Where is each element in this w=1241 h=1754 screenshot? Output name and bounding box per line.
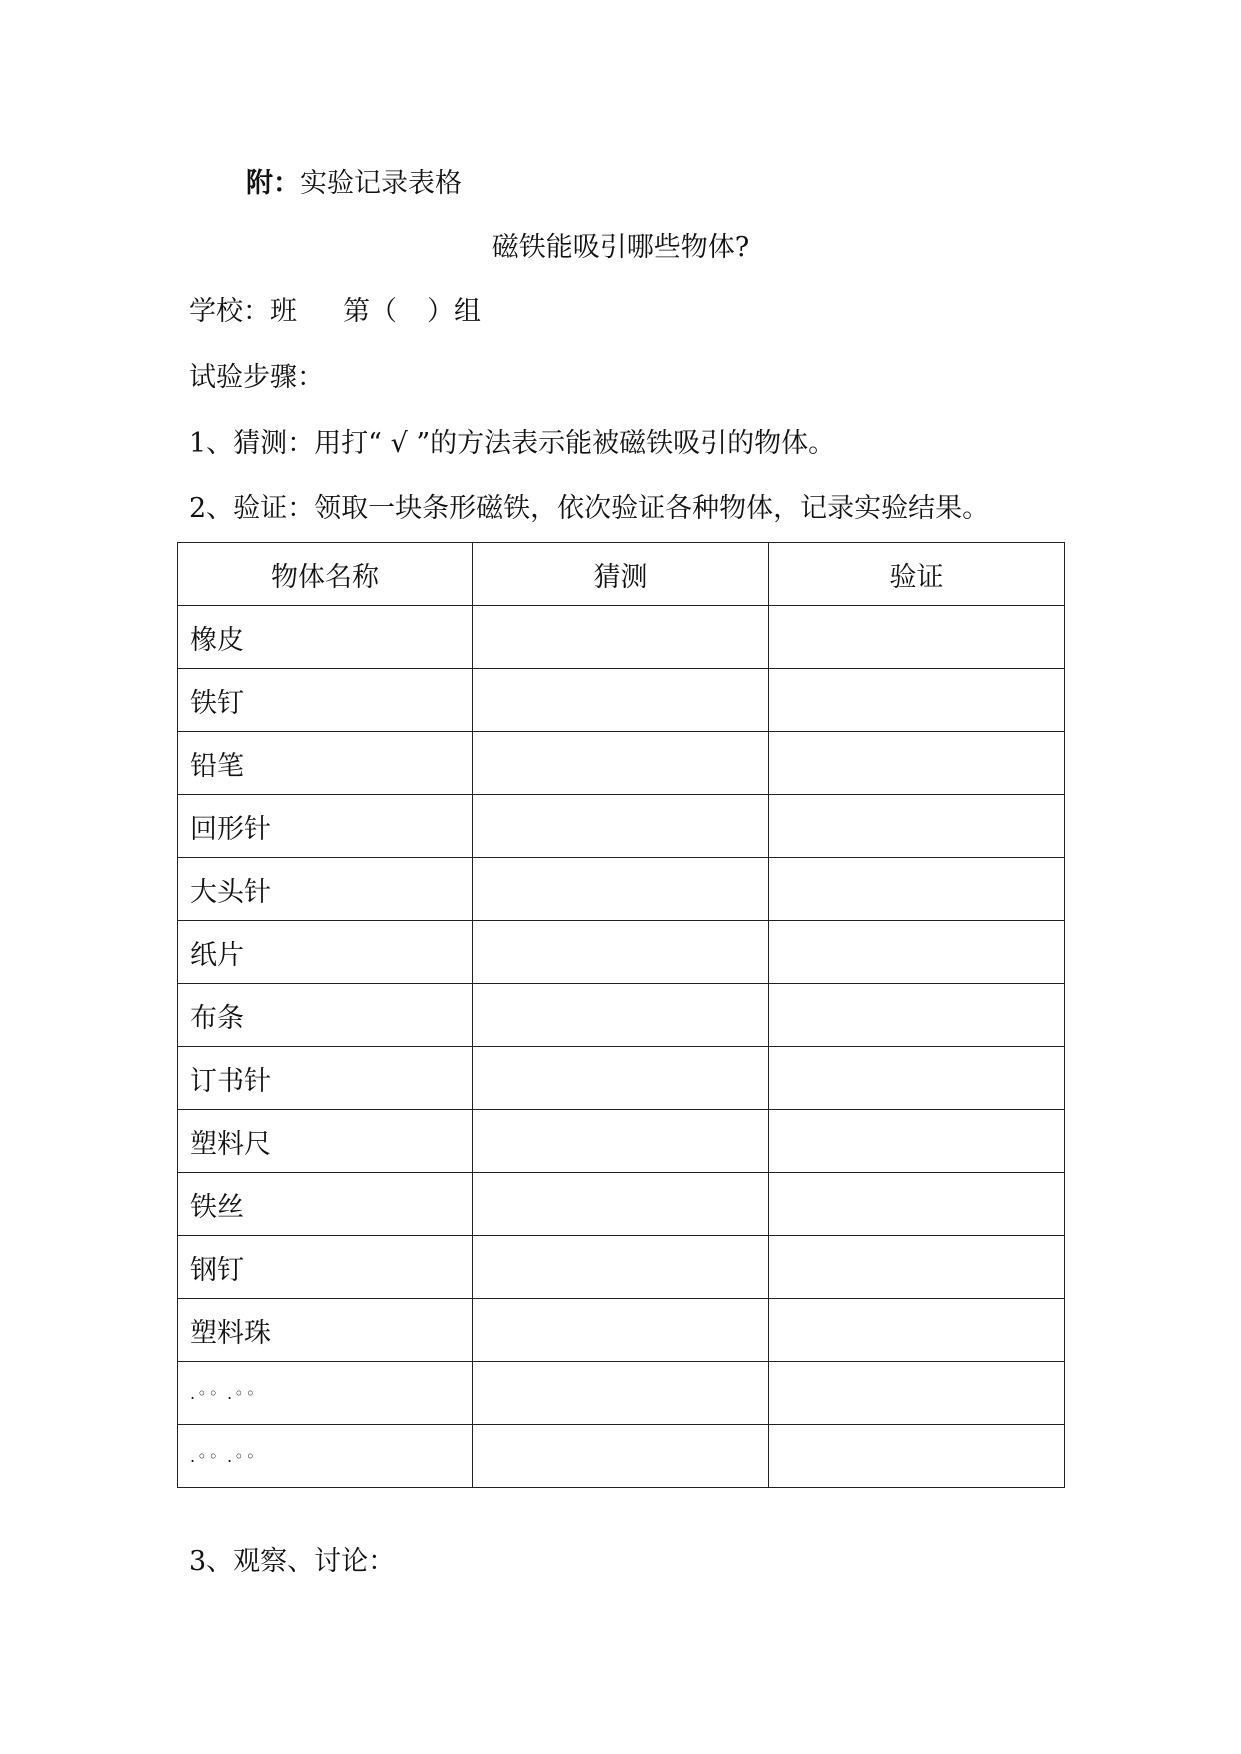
guess-cell[interactable]: [473, 732, 769, 795]
object-name-cell: 橡皮: [178, 606, 473, 669]
step-3: 3、观察、讨论：: [189, 1546, 396, 1577]
object-name-cell: 钢钉: [178, 1236, 473, 1299]
table-row: [178, 1173, 1065, 1236]
guess-cell[interactable]: [473, 1173, 769, 1236]
verify-cell[interactable]: [769, 795, 1065, 858]
object-name-cell: 铁丝: [178, 1173, 473, 1236]
object-name-cell: .◦◦ .◦◦: [178, 1425, 473, 1488]
object-name-cell: 铁钉: [178, 669, 473, 732]
object-name-cell: 纸片: [178, 921, 473, 984]
verify-cell[interactable]: [769, 858, 1065, 921]
header-object-name: 物体名称: [178, 543, 473, 606]
verify-cell[interactable]: [769, 732, 1065, 795]
guess-cell[interactable]: [473, 669, 769, 732]
object-name-cell: 铅笔: [178, 732, 473, 795]
school-line: [189, 298, 481, 325]
table-row: [178, 606, 1065, 669]
verify-cell[interactable]: [769, 1362, 1065, 1425]
verify-cell[interactable]: [769, 1173, 1065, 1236]
table-row: [178, 1047, 1065, 1110]
verify-cell[interactable]: [769, 984, 1065, 1047]
table-row: [178, 669, 1065, 732]
step-2: 2、验证：领取一块条形磁铁，依次验证各种物体，记录实验结果。: [189, 493, 990, 524]
appendix-title: 实验记录表格: [300, 168, 462, 199]
worksheet-title: 磁铁能吸引哪些物体?: [491, 232, 750, 263]
verify-cell[interactable]: [769, 1425, 1065, 1488]
object-name-cell: 塑料尺: [178, 1110, 473, 1173]
guess-cell[interactable]: [473, 1110, 769, 1173]
table-row: [178, 984, 1065, 1047]
object-name-cell: 大头针: [178, 858, 473, 921]
verify-cell[interactable]: [769, 669, 1065, 732]
steps-heading: 试验步骤：: [189, 362, 324, 393]
guess-cell[interactable]: [473, 1047, 769, 1110]
guess-cell[interactable]: [473, 984, 769, 1047]
appendix-heading: [246, 170, 462, 197]
object-name-cell: 塑料珠: [178, 1299, 473, 1362]
table-row: [178, 858, 1065, 921]
header-guess: 猜测: [473, 543, 769, 606]
verify-cell[interactable]: [769, 1047, 1065, 1110]
step-1: 1、猜测：用打“ √ ”的方法表示能被磁铁吸引的物体。: [189, 428, 836, 459]
guess-cell[interactable]: [473, 921, 769, 984]
guess-cell[interactable]: [473, 606, 769, 669]
verify-cell[interactable]: [769, 921, 1065, 984]
guess-cell[interactable]: [473, 795, 769, 858]
object-name-cell: 回形针: [178, 795, 473, 858]
header-verify: 验证: [769, 543, 1065, 606]
verify-cell[interactable]: [769, 1299, 1065, 1362]
object-name-cell: .◦◦ .◦◦: [178, 1362, 473, 1425]
school-label: 学校：: [189, 296, 270, 327]
table-row: [178, 1236, 1065, 1299]
table-row: [178, 1425, 1065, 1488]
table-row: [178, 921, 1065, 984]
appendix-label: 附：: [246, 168, 300, 199]
object-name-cell: 布条: [178, 984, 473, 1047]
table-header-row: [178, 543, 1065, 606]
guess-cell[interactable]: [473, 1236, 769, 1299]
group-suffix: ）组: [427, 296, 481, 327]
table-row: [178, 732, 1065, 795]
guess-cell[interactable]: [473, 1362, 769, 1425]
guess-cell[interactable]: [473, 1299, 769, 1362]
object-name-cell: 订书针: [178, 1047, 473, 1110]
verify-cell[interactable]: [769, 606, 1065, 669]
table-row: [178, 1110, 1065, 1173]
verify-cell[interactable]: [769, 1110, 1065, 1173]
verify-cell[interactable]: [769, 1236, 1065, 1299]
group-prefix: 第（: [343, 296, 397, 327]
class-label: 班: [270, 296, 297, 327]
record-table: [177, 542, 1065, 1488]
guess-cell[interactable]: [473, 858, 769, 921]
table-row: [178, 795, 1065, 858]
guess-cell[interactable]: [473, 1425, 769, 1488]
table-row: [178, 1362, 1065, 1425]
table-row: [178, 1299, 1065, 1362]
